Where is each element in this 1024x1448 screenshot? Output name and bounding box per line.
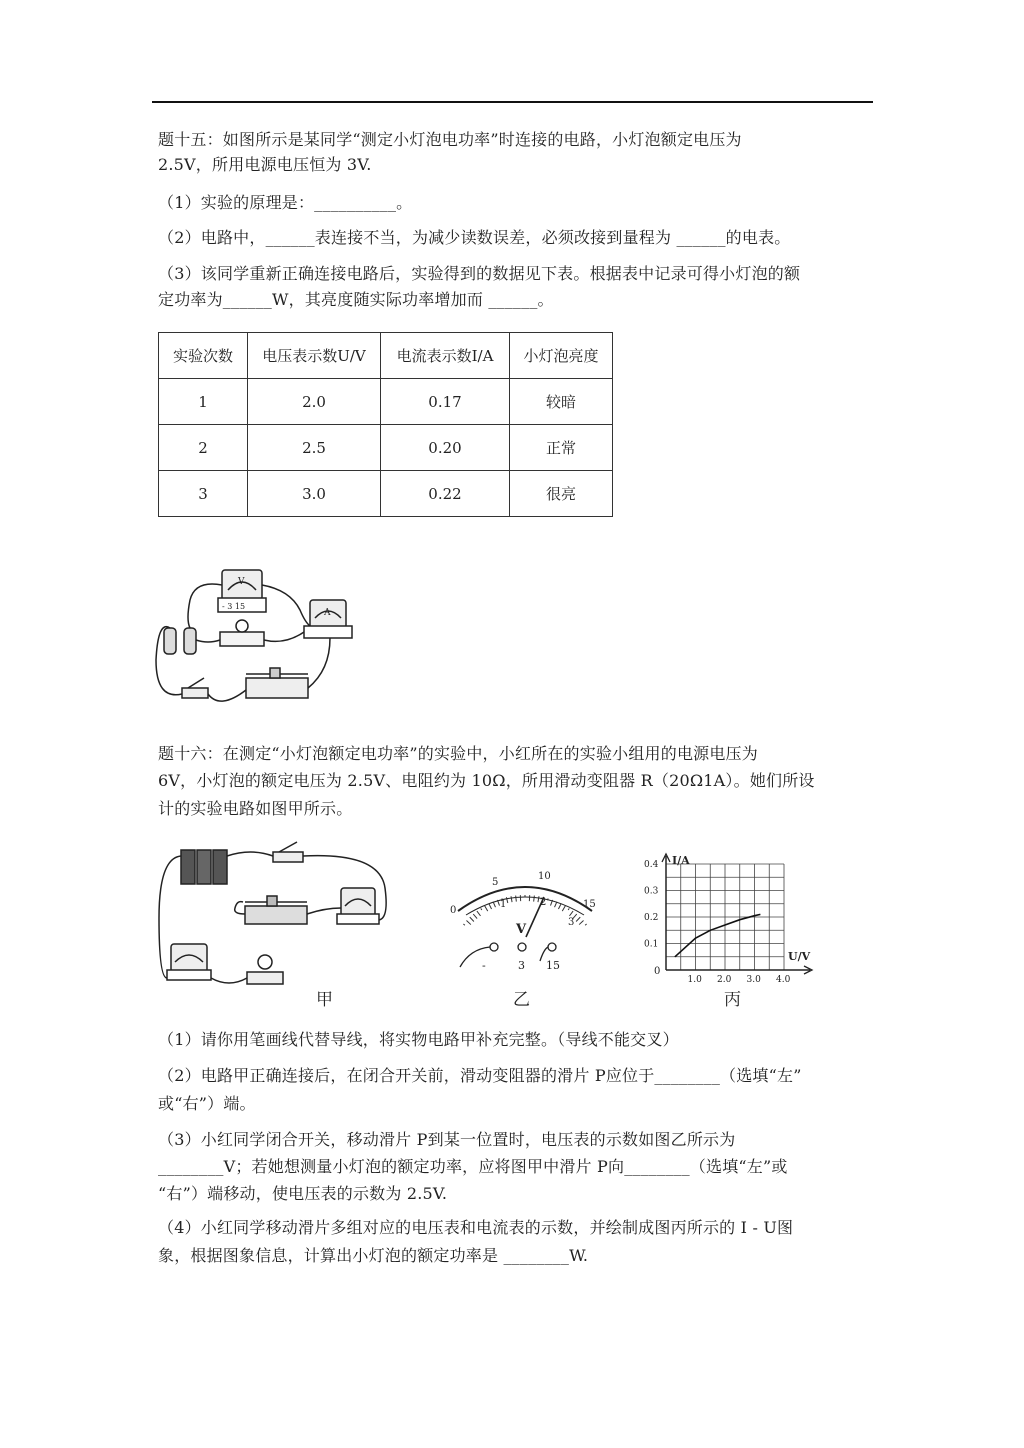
q15-part2: （2）电路中，______表连接不当，为减少读数误差，必须改接到量程为 ______的电表。 — [158, 228, 791, 247]
ammeter-icon — [337, 888, 379, 924]
battery-icon — [164, 628, 196, 654]
meter-inner-tick: 1 — [500, 899, 507, 910]
origin-label: 0 — [654, 966, 661, 977]
meter-inner-tick: 3 — [568, 917, 575, 928]
meter-tick — [489, 904, 492, 909]
meter-tick — [585, 924, 587, 925]
meter-tick — [493, 902, 495, 907]
table-row — [159, 471, 613, 517]
x-axis-label: U/V — [788, 950, 811, 963]
meter-tick — [534, 896, 535, 902]
meter-tick — [555, 902, 557, 907]
switch-icon — [273, 842, 303, 862]
top-rule — [152, 101, 873, 103]
table-header-row — [159, 333, 613, 379]
q15-line2: 2.5V，所用电源电压恒为 3V. — [158, 155, 372, 174]
table-cell: 3 — [159, 471, 248, 517]
meter-tick — [576, 917, 580, 921]
table-cell: 2 — [159, 425, 248, 471]
q16-part4-line2: 象，根据图象信息，计算出小灯泡的额定功率是 ________W. — [158, 1246, 589, 1265]
switch-icon — [182, 678, 208, 698]
table-cell: 2.5 — [248, 425, 381, 471]
voltmeter-letter: V — [238, 577, 245, 587]
y-tick-label: 0.2 — [644, 913, 659, 923]
q16-part3-line2: ________V；若她想测量小灯泡的额定功率，应将图甲中滑片 P向________（选填“左”或 — [158, 1157, 788, 1176]
q15-part1: （1）实验的原理是：__________。 — [158, 193, 413, 212]
meter-outer-tick: 5 — [492, 877, 499, 888]
ammeter-icon — [304, 600, 352, 638]
meter-tick — [548, 898, 549, 900]
y-tick-label: 0.4 — [644, 860, 659, 870]
terminal-label: - — [482, 959, 486, 972]
q15-part3-line1: （3）该同学重新正确连接电路后，实验得到的数据见下表。根据表中记录可得小灯泡的额 — [158, 264, 801, 283]
meter-tick — [466, 920, 470, 924]
q16-line3: 计的实验电路如图甲所示。 — [158, 799, 353, 818]
q16-part3-line3: “右”）端移动，使电压表的示数为 2.5V. — [158, 1184, 448, 1203]
ammeter-letter: A — [324, 608, 331, 618]
battery-pack-icon — [181, 850, 227, 884]
q16-part3-line1: （3）小红同学闭合开关，移动滑片 P到某一位置时，电压表的示数如图乙所示为 — [158, 1130, 736, 1149]
q15-line1: 题十五：如图所示是某同学“测定小灯泡电功率”时连接的电路，小灯泡额定电压为 — [158, 130, 742, 149]
terminal-3 — [518, 943, 526, 951]
q15-part3-line2: 定功率为______W，其亮度随实际功率增加而 ______。 — [158, 290, 554, 309]
meter-tick — [481, 908, 482, 910]
meter-needle — [526, 897, 547, 937]
terminal-15 — [548, 943, 556, 951]
meter-outer-tick: 15 — [583, 899, 596, 910]
x-tick-label: 2.0 — [717, 975, 732, 985]
y-axis-label: I/A — [672, 854, 690, 867]
meter-tick — [558, 904, 561, 909]
table-header: 实验次数 — [159, 333, 248, 379]
meter-tick — [485, 906, 488, 911]
rheostat-icon — [246, 668, 308, 698]
table-cell: 0.17 — [381, 379, 510, 425]
voltmeter-icon — [218, 570, 266, 612]
terminal-minus — [490, 943, 498, 951]
meter-tick — [568, 908, 569, 910]
table-cell: 0.22 — [381, 471, 510, 517]
table-header: 电流表示数I/A — [381, 333, 510, 379]
meter-tick — [473, 914, 477, 919]
figure-jia-circuit — [155, 838, 400, 998]
table-header: 电压表示数U/V — [248, 333, 381, 379]
meter-tick — [511, 896, 512, 902]
meter-tick — [569, 911, 573, 916]
meter-outer-tick: 10 — [538, 871, 551, 882]
figure-bing-iu-graph — [640, 848, 820, 988]
meter-tick — [562, 906, 565, 911]
meter-tick — [538, 896, 539, 902]
voltmeter-icon — [167, 944, 211, 980]
terminal-labels: - 3 15 — [222, 602, 246, 611]
q16-line1: 题十六：在测定“小灯泡额定电功率”的实验中，小红所在的实验小组用的电源电压为 — [158, 744, 758, 763]
meter-outer-tick: 0 — [450, 905, 457, 916]
q16-part1: （1）请你用笔画线代替导线，将实物电路甲补充完整。（导线不能交叉） — [158, 1030, 679, 1049]
table-row — [159, 425, 613, 471]
bulb-icon — [247, 955, 283, 984]
data-table — [158, 332, 613, 517]
q16-line2: 6V，小灯泡的额定电压为 2.5V、电阻约为 10Ω，所用滑动变阻器 R（20Ω1A）。她们所设 — [158, 771, 815, 790]
figure-yi-voltmeter — [440, 865, 610, 980]
q16-part2-line1: （2）电路甲正确连接后，在闭合开关前，滑动变阻器的滑片 P应位于________（选填“左” — [158, 1066, 802, 1085]
meter-tick — [477, 911, 481, 916]
table-row — [159, 379, 613, 425]
x-tick-label: 4.0 — [776, 975, 791, 985]
y-tick-label: 0.1 — [644, 939, 659, 950]
table-cell: 0.20 — [381, 425, 510, 471]
figure-label-yi: 乙 — [513, 990, 530, 1010]
table-cell: 2.0 — [248, 379, 381, 425]
q16-part2-line2: 或“右”）端。 — [158, 1094, 256, 1113]
meter-tick — [516, 896, 517, 902]
table-header: 小灯泡亮度 — [510, 333, 613, 379]
graph-grid — [666, 864, 784, 970]
table-cell: 1 — [159, 379, 248, 425]
x-tick-label: 1.0 — [687, 975, 702, 985]
q15-circuit-figure — [150, 560, 370, 720]
figure-label-bing: 丙 — [724, 990, 741, 1010]
meter-letter: V — [516, 922, 527, 937]
meter-tick — [579, 920, 583, 924]
x-tick-labels — [688, 975, 791, 985]
terminal-label: 15 — [546, 959, 560, 972]
meter-tick — [470, 917, 474, 921]
meter-tick — [463, 924, 465, 925]
table-cell: 3.0 — [248, 471, 381, 517]
q16-part4-line1: （4）小红同学移动滑片多组对应的电压表和电流表的示数，并绘制成图丙所示的 I - U图 — [158, 1218, 794, 1237]
table-cell: 正常 — [510, 425, 613, 471]
bulb-icon — [220, 620, 264, 646]
table-cell: 较暗 — [510, 379, 613, 425]
meter-inner-tick: 2 — [540, 897, 547, 908]
x-tick-label: 3.0 — [746, 975, 761, 985]
y-tick-labels — [644, 860, 659, 950]
terminal-label: 3 — [518, 959, 525, 972]
y-tick-label: 0.3 — [644, 886, 659, 897]
rheostat-icon — [245, 896, 307, 924]
iu-curve — [675, 914, 761, 956]
figure-label-jia: 甲 — [316, 990, 333, 1010]
table-cell: 很亮 — [510, 471, 613, 517]
